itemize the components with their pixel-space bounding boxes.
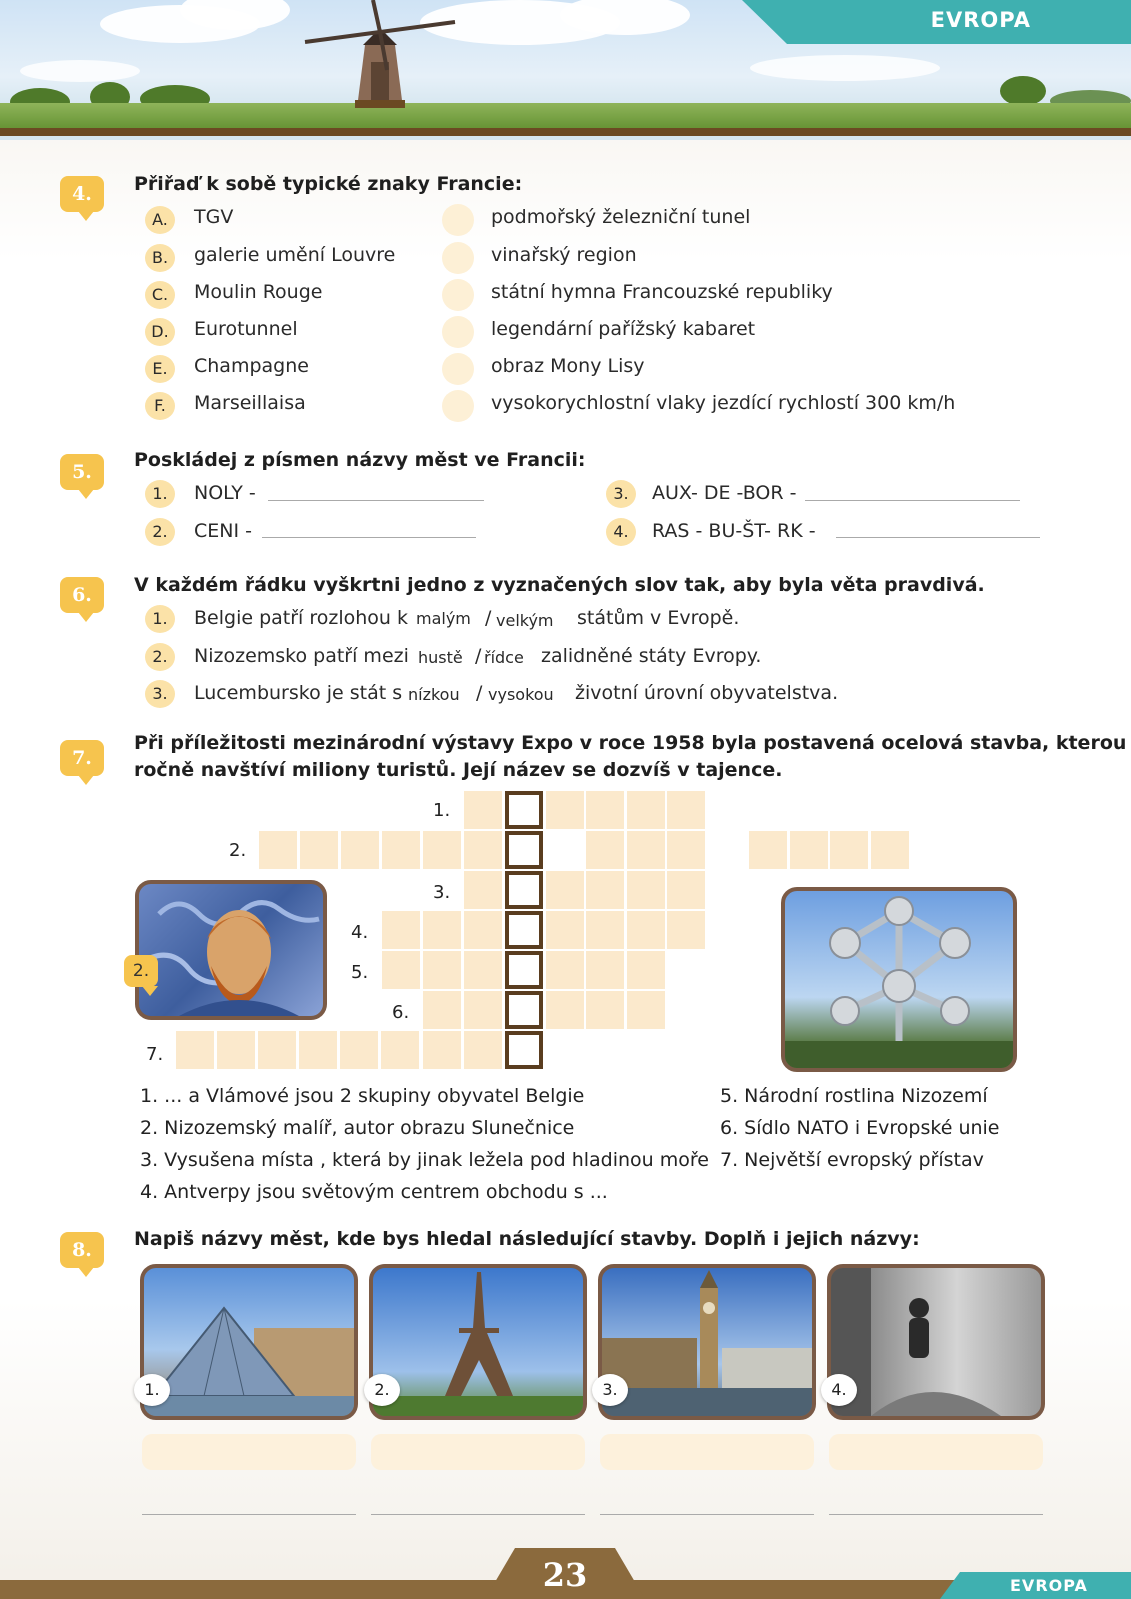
option-word[interactable]: řídce: [484, 648, 524, 667]
eiffel-photo: [369, 1264, 587, 1420]
crossword-cell[interactable]: [871, 831, 909, 869]
crossword-cell[interactable]: [259, 831, 297, 869]
crossword-cell[interactable]: [423, 831, 461, 869]
crossword-key-cell[interactable]: [505, 991, 543, 1029]
row-label: 6.: [392, 1002, 410, 1023]
crossword-cell[interactable]: [667, 871, 705, 909]
row-label: 3.: [433, 882, 451, 903]
crossword-cell[interactable]: [546, 951, 584, 989]
big-ben-photo: [598, 1264, 816, 1420]
crossword-cell[interactable]: [382, 951, 420, 989]
atomium-icon: [785, 891, 1013, 1068]
building-answer-line[interactable]: [142, 1514, 356, 1515]
crossword-cell[interactable]: [464, 911, 502, 949]
crossword-cell[interactable]: [176, 1031, 214, 1069]
answer-circle[interactable]: [442, 279, 474, 311]
option-slash: /: [476, 682, 483, 704]
atomium-photo: [781, 887, 1017, 1072]
crossword-cell[interactable]: [586, 911, 624, 949]
row-label: 1.: [433, 800, 451, 821]
item-number: 2.: [145, 643, 175, 671]
crossword-key-cell[interactable]: [505, 911, 543, 949]
clue-item: 4. Antverpy jsou světovým centrem obchodu s ...: [140, 1181, 608, 1203]
crossword-cell[interactable]: [627, 871, 665, 909]
anagram-text: RAS - BU-ŠT- RK -: [652, 520, 816, 542]
exercise-number-badge: 4.: [60, 176, 104, 212]
crossword-cell[interactable]: [423, 1031, 461, 1069]
item-number: 3.: [145, 680, 175, 708]
crossword-cell[interactable]: [464, 951, 502, 989]
crossword-cell[interactable]: [586, 791, 624, 829]
letter-badge: D.: [145, 318, 175, 346]
exercise-title: Přiřaď k sobě typické znaky Francie:: [134, 173, 523, 195]
exercise-number-badge: 7.: [60, 740, 104, 776]
crossword-cell[interactable]: [586, 831, 624, 869]
clue-item: 5. Národní rostlina Nizozemí: [720, 1085, 988, 1107]
crossword-cell[interactable]: [627, 791, 665, 829]
anagram-text: AUX- DE -BOR -: [652, 482, 797, 504]
crossword-key-cell[interactable]: [505, 871, 543, 909]
sentence-start: Belgie patří rozlohou k: [194, 607, 409, 629]
crossword-cell[interactable]: [627, 951, 665, 989]
portrait-icon: [139, 884, 323, 1016]
row-label: 2.: [229, 840, 247, 861]
footer-section-label: EVROPA: [1010, 1576, 1088, 1595]
crossword-cell[interactable]: [464, 791, 502, 829]
sentence-end: zalidněné státy Evropy.: [541, 645, 762, 667]
crossword-key-cell[interactable]: [505, 1031, 543, 1069]
list-item: legendární pařížský kabaret: [491, 318, 756, 340]
portrait-photo: [135, 880, 327, 1020]
crossword-cell[interactable]: [830, 831, 868, 869]
list-item: podmořský železniční tunel: [491, 206, 751, 228]
crossword-cell[interactable]: [627, 831, 665, 869]
crossword-cell[interactable]: [381, 1031, 419, 1069]
row-label: 5.: [351, 962, 369, 983]
crossword-cell[interactable]: [464, 831, 502, 869]
louvre-photo: [140, 1264, 358, 1420]
crossword-key-cell[interactable]: [505, 791, 543, 829]
crossword-cell[interactable]: [464, 991, 502, 1029]
photo-number-badge: 2.: [364, 1374, 400, 1406]
statue-icon: [831, 1268, 1041, 1416]
option-word[interactable]: malým: [416, 609, 471, 628]
list-item: Champagne: [194, 355, 309, 377]
row-label: 4.: [351, 922, 369, 943]
building-answer-line[interactable]: [829, 1514, 1043, 1515]
city-answer-box[interactable]: [142, 1434, 356, 1470]
crossword-cell[interactable]: [586, 991, 624, 1029]
letter-badge: A.: [145, 206, 175, 234]
exercise-title: Poskládej z písmen názvy měst ve Francii:: [134, 449, 586, 471]
header-banner: [0, 0, 1131, 140]
crossword-cell[interactable]: [340, 1031, 378, 1069]
crossword-cell[interactable]: [667, 911, 705, 949]
option-word[interactable]: vysokou: [488, 685, 554, 704]
building-answer-line[interactable]: [600, 1514, 814, 1515]
crossword-cell[interactable]: [300, 831, 338, 869]
crossword-cell[interactable]: [546, 991, 584, 1029]
answer-line[interactable]: [262, 537, 476, 538]
city-answer-box[interactable]: [829, 1434, 1043, 1470]
photo-number-badge: 1.: [134, 1374, 170, 1406]
crossword-key-cell[interactable]: [505, 951, 543, 989]
city-answer-box[interactable]: [371, 1434, 585, 1470]
letter-badge: F.: [145, 392, 175, 420]
answer-circle[interactable]: [442, 353, 474, 385]
crossword-cell[interactable]: [790, 831, 828, 869]
answer-circle[interactable]: [442, 242, 474, 274]
clue-item: 1. ... a Vlámové jsou 2 skupiny obyvatel Belgie: [140, 1085, 585, 1107]
crossword-cell[interactable]: [667, 791, 705, 829]
crossword-cell[interactable]: [546, 911, 584, 949]
option-slash: /: [485, 607, 492, 629]
crossword-cell[interactable]: [423, 991, 461, 1029]
exercise-title: Při příležitosti mezinárodní výstavy Expo v roce 1958 byla postavená ocelová stavba, kterou: [134, 732, 1127, 754]
big-ben-icon: [602, 1268, 812, 1416]
answer-line[interactable]: [836, 537, 1040, 538]
crossword-cell[interactable]: [382, 831, 420, 869]
option-word[interactable]: hustě: [418, 648, 463, 667]
sentence-start: Nizozemsko patří mezi: [194, 645, 409, 667]
crossword-cell[interactable]: [546, 871, 584, 909]
page-number: 23: [542, 1556, 588, 1594]
letter-badge: C.: [145, 281, 175, 309]
item-number: 1.: [145, 605, 175, 633]
crossword-cell[interactable]: [586, 951, 624, 989]
crossword-cell[interactable]: [749, 831, 787, 869]
crossword-cell[interactable]: [382, 911, 420, 949]
item-number: 3.: [606, 480, 636, 508]
crossword-cell[interactable]: [341, 831, 379, 869]
crossword-cell[interactable]: [464, 871, 502, 909]
crossword-key-cell[interactable]: [505, 831, 543, 869]
crossword-cell[interactable]: [423, 951, 461, 989]
windmill-icon: [295, 0, 465, 112]
crossword-cell[interactable]: [258, 1031, 296, 1069]
answer-line[interactable]: [805, 500, 1020, 501]
crossword-cell[interactable]: [627, 991, 665, 1029]
louvre-pyramid-icon: [144, 1268, 354, 1416]
clue-item: 2. Nizozemský malíř, autor obrazu Slunečnice: [140, 1117, 575, 1139]
option-word[interactable]: nízkou: [408, 685, 460, 704]
row-label: 7.: [146, 1044, 164, 1065]
sentence-end: státům v Evropě.: [577, 607, 740, 629]
answer-circle[interactable]: [442, 390, 474, 422]
crossword-cell[interactable]: [546, 791, 584, 829]
list-item: Marseillaisa: [194, 392, 306, 414]
sentence-start: Lucembursko je stát s: [194, 682, 403, 704]
crossword-cell[interactable]: [667, 831, 705, 869]
option-slash: /: [475, 645, 482, 667]
manneken-pis-photo: [827, 1264, 1045, 1420]
exercise-number-badge: 8.: [60, 1232, 104, 1268]
crossword-cell[interactable]: [217, 1031, 255, 1069]
section-title: EVROPA: [930, 8, 1031, 32]
eiffel-tower-icon: [373, 1268, 583, 1416]
exercise-number-badge: 6.: [60, 577, 104, 613]
answer-circle[interactable]: [442, 316, 474, 348]
option-word[interactable]: velkým: [496, 611, 554, 630]
exercise-number-badge: 5.: [60, 454, 104, 490]
list-item: TGV: [194, 206, 234, 228]
exercise-title: Napiš názvy měst, kde bys hledal následující stavby. Doplň i jejich názvy:: [134, 1228, 920, 1250]
sentence-end: životní úrovní obyvatelstva.: [575, 682, 839, 704]
city-answer-box[interactable]: [600, 1434, 814, 1470]
anagram-text: CENI -: [194, 520, 252, 542]
crossword-cell[interactable]: [464, 1031, 502, 1069]
list-item: Eurotunnel: [194, 318, 298, 340]
letter-badge: B.: [145, 244, 175, 272]
clue-item: 6. Sídlo NATO i Evropské unie: [720, 1117, 1000, 1139]
photo-number-badge: 2.: [124, 955, 158, 987]
item-number: 2.: [145, 518, 175, 546]
list-item: vinařský region: [491, 244, 637, 266]
anagram-text: NOLY -: [194, 482, 256, 504]
list-item: Moulin Rouge: [194, 281, 323, 303]
clue-item: 3. Vysušena místa , která by jinak ležela pod hladinou moře: [140, 1149, 709, 1171]
crossword-cell[interactable]: [586, 871, 624, 909]
exercise-title: V každém řádku vyškrtni jedno z vyznačených slov tak, aby byla věta pravdivá.: [134, 574, 985, 596]
list-item: obraz Mony Lisy: [491, 355, 645, 377]
list-item: vysokorychlostní vlaky jezdící rychlostí 300 km/h: [491, 392, 956, 414]
crossword-cell[interactable]: [299, 1031, 337, 1069]
photo-number-badge: 4.: [821, 1374, 857, 1406]
list-item: státní hymna Francouzské republiky: [491, 281, 833, 303]
crossword-cell[interactable]: [423, 911, 461, 949]
item-number: 4.: [606, 518, 636, 546]
building-answer-line[interactable]: [371, 1514, 585, 1515]
photo-number-badge: 3.: [592, 1374, 628, 1406]
letter-badge: E.: [145, 355, 175, 383]
clue-item: 7. Největší evropský přístav: [720, 1149, 984, 1171]
list-item: galerie umění Louvre: [194, 244, 396, 266]
answer-line[interactable]: [268, 500, 484, 501]
item-number: 1.: [145, 480, 175, 508]
answer-circle[interactable]: [442, 204, 474, 236]
crossword-cell[interactable]: [627, 911, 665, 949]
exercise-title-line2: ročně navštíví miliony turistů. Její název se dozvíš v tajence.: [134, 759, 783, 781]
